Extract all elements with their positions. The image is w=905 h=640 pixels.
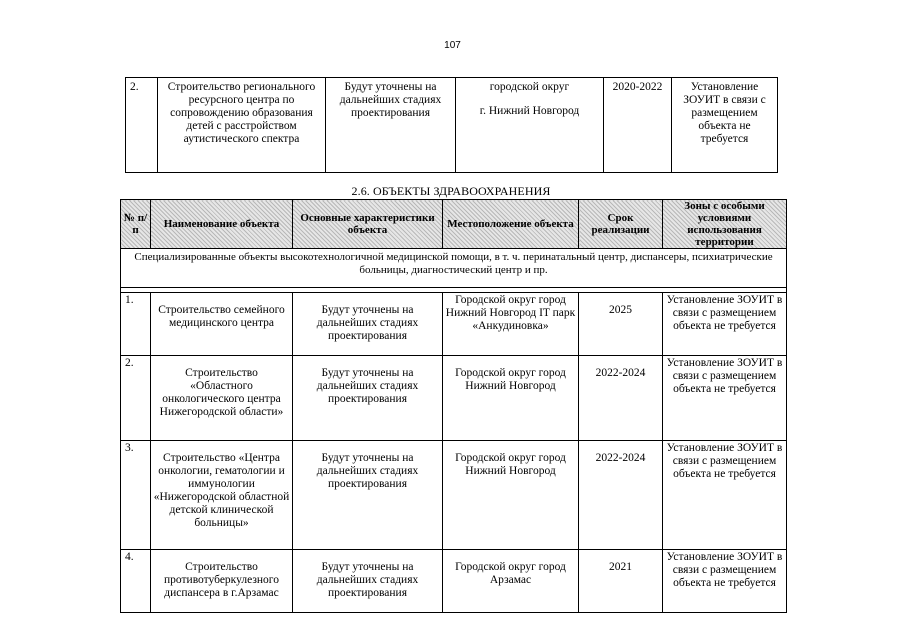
object-name: Строительство «Областного онкологического центра Нижегородской области» — [151, 356, 293, 441]
object-characteristics: Будут уточнены на дальнейших стадиях проектирования — [293, 356, 443, 441]
object-characteristics: Будут уточнены на дальнейших стадиях проектирования — [293, 293, 443, 356]
object-name: Строительство регионального ресурсного центра по сопровождению образования детей с расстройством аутистического спектра — [158, 78, 326, 173]
group-row — [121, 249, 787, 288]
continuation-table — [125, 77, 778, 173]
table-row — [126, 78, 778, 173]
group-title: Специализированные объекты высокотехнологичной медицинской помощи, в т. ч. перинатальный центр, диспансеры, психиатрические больницы, диагностический центр и пр. — [121, 249, 787, 288]
row-number: 3. — [121, 441, 151, 550]
object-characteristics: Будут уточнены на дальнейших стадиях проектирования — [326, 78, 456, 173]
row-number: 2. — [121, 356, 151, 441]
header-name: Наименование объекта — [151, 200, 293, 249]
object-name: Строительство противотуберкулезного диспансера в г.Арзамас — [151, 550, 293, 613]
object-location: Городской округ город Нижний Новгород IT парк «Анкудиновка» — [443, 293, 579, 356]
object-zones: Установление ЗОУИТ в связи с размещением объекта не требуется — [663, 356, 787, 441]
object-location — [456, 78, 604, 173]
object-name: Строительство «Центра онкологии, гематологии и иммунологии «Нижегородской областной детской клинической больницы» — [151, 441, 293, 550]
object-location: Городской округ город Нижний Новгород — [443, 441, 579, 550]
object-period: 2020-2022 — [604, 78, 672, 173]
object-period: 2022-2024 — [579, 356, 663, 441]
table-header-row — [121, 200, 787, 249]
object-zones: Установление ЗОУИТ в связи с размещением объекта не требуется — [663, 550, 787, 613]
table-row — [121, 356, 787, 441]
table-row — [121, 441, 787, 550]
object-zones: Установление ЗОУИТ в связи с размещением объекта не требуется — [663, 441, 787, 550]
object-period: 2021 — [579, 550, 663, 613]
row-number: 1. — [121, 293, 151, 356]
object-zones: Установление ЗОУИТ в связи с размещением объекта не требуется — [663, 293, 787, 356]
table-row — [121, 550, 787, 613]
object-location: Городской округ город Арзамас — [443, 550, 579, 613]
header-num: № п/п — [121, 200, 151, 249]
header-location: Местоположение объекта — [443, 200, 579, 249]
object-location: Городской округ город Нижний Новгород — [443, 356, 579, 441]
header-zones: Зоны с особыми условиями использования территории — [663, 200, 787, 249]
location-line-1: городской округ — [489, 81, 570, 93]
row-number: 2. — [126, 78, 158, 173]
header-period: Срок реализации — [579, 200, 663, 249]
healthcare-objects-table — [120, 199, 787, 613]
object-zones: Установление ЗОУИТ в связи с размещением объекта не требуется — [672, 78, 778, 173]
section-title: 2.6. ОБЪЕКТЫ ЗДРАВООХРАНЕНИЯ — [351, 184, 551, 198]
object-characteristics: Будут уточнены на дальнейших стадиях проектирования — [293, 441, 443, 550]
location-line-2: г. Нижний Новгород — [479, 105, 580, 117]
page-number: 107 — [444, 40, 461, 51]
object-characteristics: Будут уточнены на дальнейших стадиях проектирования — [293, 550, 443, 613]
row-number: 4. — [121, 550, 151, 613]
object-period: 2022-2024 — [579, 441, 663, 550]
object-period: 2025 — [579, 293, 663, 356]
object-name: Строительство семейного медицинского центра — [151, 293, 293, 356]
header-characteristics: Основные характеристики объекта — [293, 200, 443, 249]
table-row — [121, 293, 787, 356]
